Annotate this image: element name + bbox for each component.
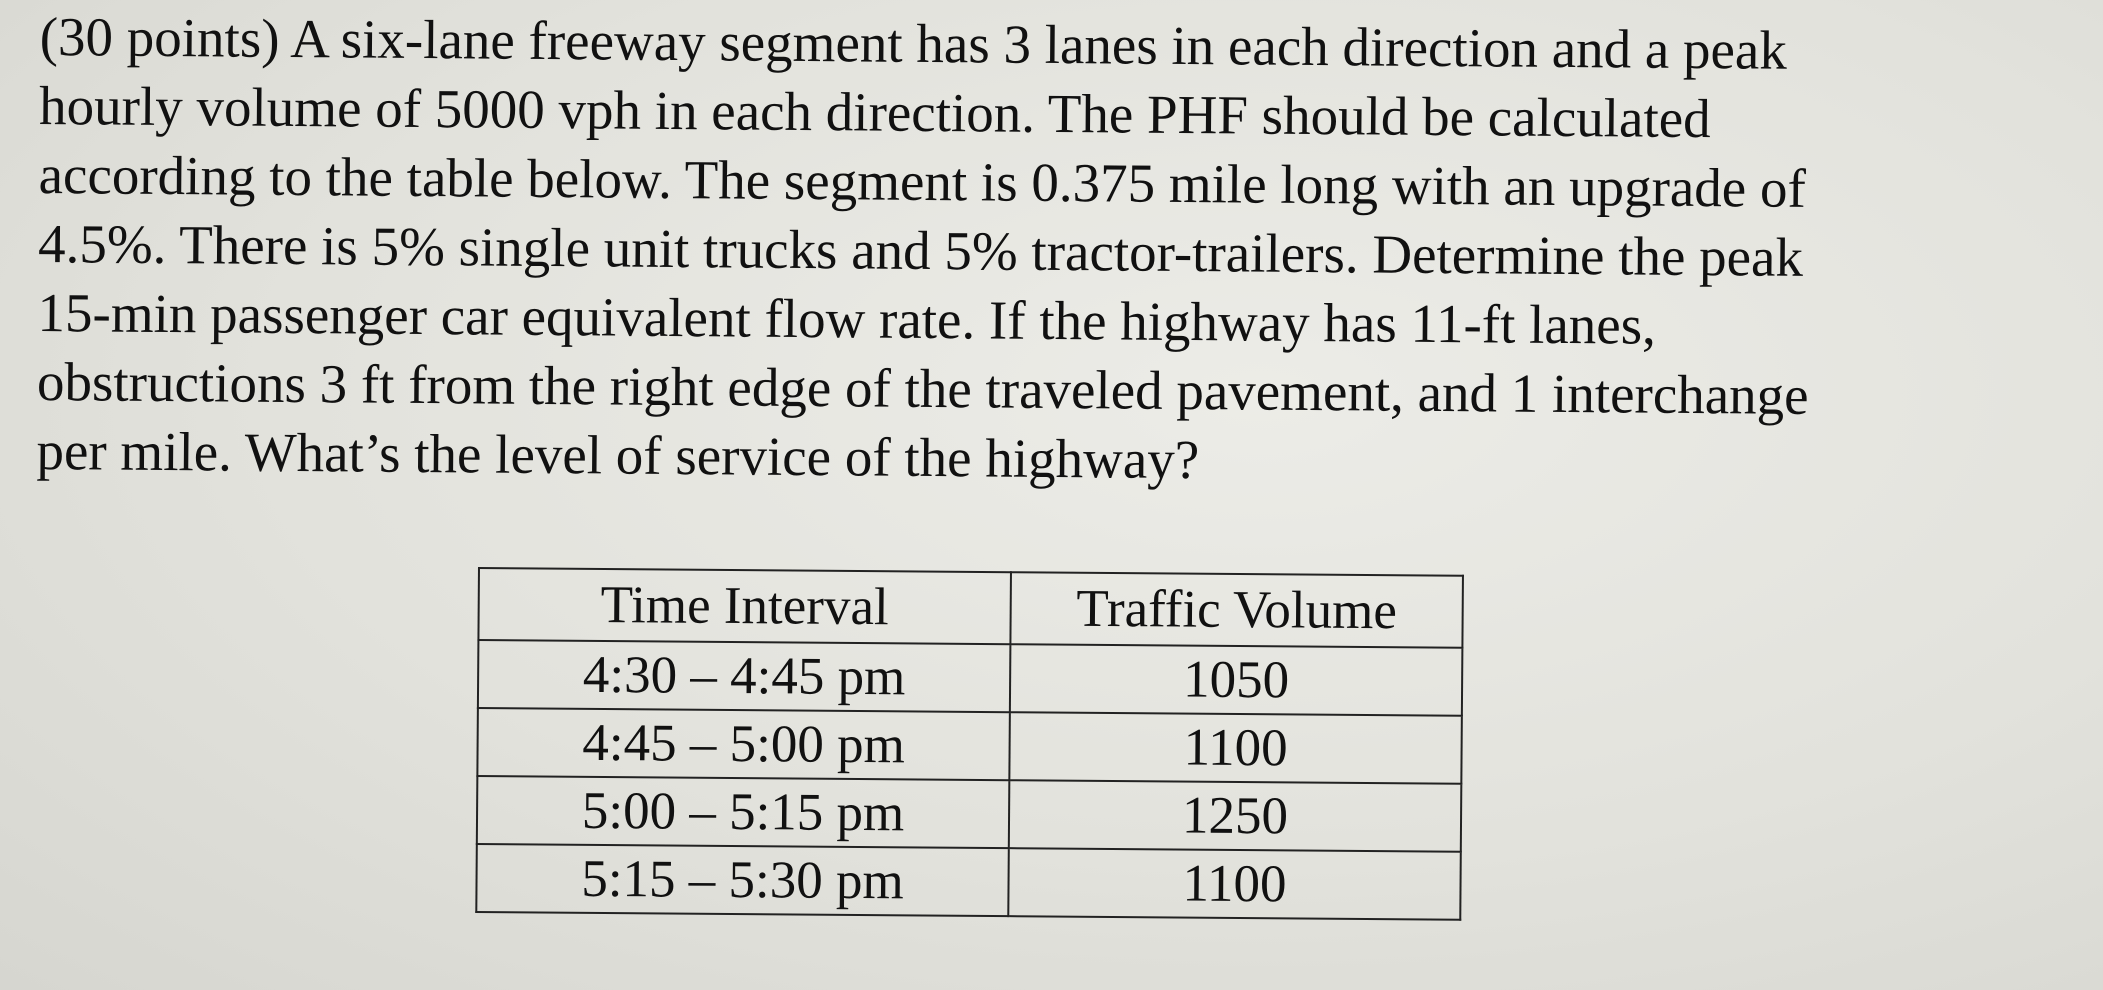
traffic-volume-table — [475, 567, 1464, 921]
time-interval-header: Time Interval — [478, 568, 1011, 644]
time-interval-cell: 4:30 – 4:45 pm — [478, 640, 1011, 712]
time-interval-cell: 5:15 – 5:30 pm — [476, 844, 1009, 916]
problem-line: 4.5%. There is 5% single unit trucks and 5% tractor-trailers. Determine the peak — [37, 212, 1804, 288]
traffic-volume-cell: 1250 — [1009, 780, 1462, 852]
problem-line: according to the table below. The segment is 0.375 mile long with an upgrade of — [38, 143, 1807, 219]
table-row — [478, 640, 1463, 716]
table-row — [477, 776, 1462, 852]
problem-line: per mile. What’s the level of service of the highway? — [36, 419, 1200, 491]
time-interval-cell: 4:45 – 5:00 pm — [477, 708, 1010, 780]
table-row — [476, 844, 1461, 920]
time-interval-cell: 5:00 – 5:15 pm — [477, 776, 1010, 848]
traffic-volume-cell: 1050 — [1010, 644, 1463, 716]
problem-line: obstructions 3 ft from the right edge of the traveled pavement, and 1 interchange — [36, 350, 1809, 426]
traffic-volume-table-container — [475, 567, 1464, 921]
traffic-volume-cell: 1100 — [1008, 848, 1461, 920]
traffic-volume-cell: 1100 — [1009, 712, 1462, 784]
table-row — [477, 708, 1462, 784]
problem-line: hourly volume of 5000 vph in each direction. The PHF should be calculated — [38, 74, 1711, 150]
problem-statement — [36, 2, 2060, 501]
table-header-row — [478, 568, 1463, 648]
problem-line: (30 points) A six-lane freeway segment has 3 lanes in each direction and a peak — [39, 5, 1788, 81]
problem-line: 15-min passenger car equivalent flow rate. If the highway has 11-ft lanes, — [37, 281, 1657, 356]
traffic-volume-header: Traffic Volume — [1010, 572, 1463, 648]
